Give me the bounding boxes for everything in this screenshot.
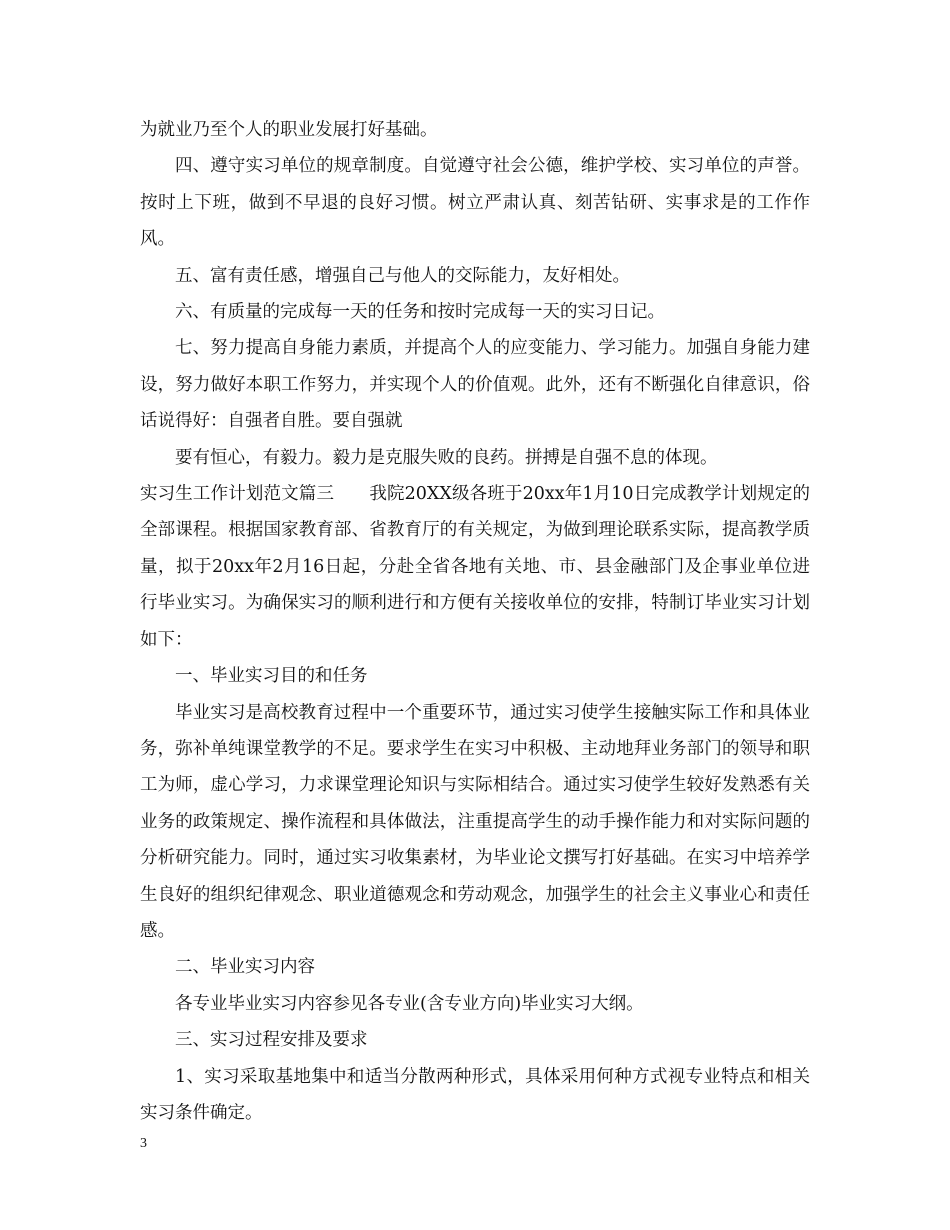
paragraph-4: 六、有质量的完成每一天的任务和按时完成每一天的实习日记。 xyxy=(175,302,665,323)
paragraph-13: 1、实习采取基地集中和适当分散两种形式，具体采用何种方式视专业特点和相关实习条件确定。 xyxy=(140,1066,810,1123)
paragraph-2: 四、遵守实习单位的规章制度。自觉遵守社会公德，维护学校、实习单位的声誉。按时上下班，做到不早退的良好习惯。树立严肃认真、刻苦钻研、实事求是的工作作风。 xyxy=(140,156,810,250)
section-heading-2: 二、毕业实习内容 xyxy=(175,957,315,978)
paragraph-7: 实习生工作计划范文篇三 我院20XX级各班于20xx年1月10日完成教学计划规定的全部课程。根据国家教育部、省教育厅的有关规定，为做到理论联系实际，提高教学质量，拟于20xx年2月16日起，分赴全省各地有关地、市、县金融部门及企事业单位进行毕业实习。为确保实习的顺利进行和方便有关接收单位的安排，特制订毕业实习计划如下： xyxy=(140,484,810,650)
paragraph-1: 为就业乃至个人的职业发展打好基础。 xyxy=(140,120,438,140)
paragraph-5: 七、努力提高自身能力素质，并提高个人的应变能力、学习能力。加强自身能力建设，努力做好本职工作努力，并实现个人的价值观。此外，还有不断强化自律意识，俗话说得好：自强者自胜。要自强就 xyxy=(140,338,810,432)
paragraph-9: 毕业实习是高校教育过程中一个重要环节，通过实习使学生接触实际工作和具体业务，弥补单纯课堂教学的不足。要求学生在实习中积极、主动地拜业务部门的领导和职工为师，虚心学习，力求课堂理论知识与实际相结合。通过实习使学生较好发熟悉有关业务的政策规定、操作流程和具体做法，注重提高学生的动手操作能力和对实际问题的分析研究能力。同时，通过实习收集素材，为毕业论文撰写打好基础。在实习中培养学生良好的组织纪律观念、职业道德观念和劳动观念，加强学生的社会主义事业心和责任感。 xyxy=(140,702,810,941)
section-heading-3: 三、实习过程安排及要求 xyxy=(175,1030,368,1051)
section-heading-1: 一、毕业实习目的和任务 xyxy=(175,666,368,687)
page-number: 3 xyxy=(140,1136,147,1151)
paragraph-3: 五、富有责任感，增强自己与他人的交际能力，友好相处。 xyxy=(175,265,630,286)
paragraph-11: 各专业毕业实习内容参见各专业(含专业方向)毕业实习大纲。 xyxy=(175,993,644,1014)
document-body xyxy=(140,112,810,1131)
paragraph-6: 要有恒心，有毅力。毅力是克服失败的良药。拼搏是自强不息的体现。 xyxy=(175,447,718,468)
